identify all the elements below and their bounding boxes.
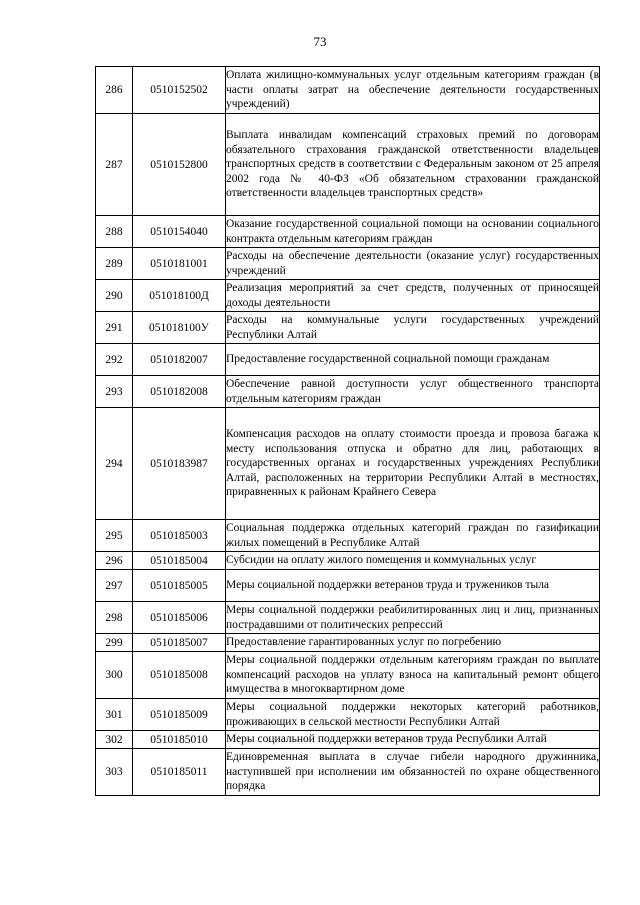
row-code: 0510154040 (133, 216, 226, 248)
row-description: Меры социальной поддержки реабилитированных лиц и лиц, признанных пострадавшими от политических репрессий (226, 602, 600, 634)
table-row (96, 749, 600, 796)
row-description: Обеспечение равной доступности услуг общественного транспорта отдельным категориям граждан (226, 376, 600, 408)
table-row (96, 312, 600, 344)
row-code: 0510185007 (133, 634, 226, 652)
row-description: Меры социальной поддержки ветеранов труда Республики Алтай (226, 731, 600, 749)
row-number: 295 (96, 520, 133, 552)
budget-code-table (95, 66, 600, 796)
table-row (96, 602, 600, 634)
row-code: 0510185009 (133, 699, 226, 731)
row-code: 051018100У (133, 312, 226, 344)
row-code: 0510183987 (133, 408, 226, 520)
row-number: 288 (96, 216, 133, 248)
row-number: 303 (96, 749, 133, 796)
table-row (96, 248, 600, 280)
row-description: Меры социальной поддержки отдельным категориям граждан по выплате компенсаций расходов на уплату взноса на капитальный ремонт общего имущества в многоквартирном доме (226, 652, 600, 699)
table-body (96, 67, 600, 796)
row-description: Оказание государственной социальной помощи на основании социального контракта отдельным категориям граждан (226, 216, 600, 248)
table-row (96, 520, 600, 552)
row-number: 298 (96, 602, 133, 634)
row-description: Предоставление гарантированных услуг по погребению (226, 634, 600, 652)
table-row (96, 634, 600, 652)
row-code: 0510181001 (133, 248, 226, 280)
table-row (96, 344, 600, 376)
row-description: Расходы на коммунальные услуги государственных учреждений Республики Алтай (226, 312, 600, 344)
row-code: 0510185011 (133, 749, 226, 796)
page-number: 73 (313, 34, 327, 49)
row-description: Компенсация расходов на оплату стоимости проезда и провоза багажа к месту использования отпуска и обратно для лиц, работающих в государственных органах и государственных учреждениях Республики Алтай, расположенных на территории Республики Алтай в местностях, приравненных к районам Крайнего Севера (226, 408, 600, 520)
row-number: 296 (96, 552, 133, 570)
row-code: 0510182008 (133, 376, 226, 408)
table-row (96, 67, 600, 114)
row-number: 291 (96, 312, 133, 344)
table-row (96, 731, 600, 749)
row-number: 293 (96, 376, 133, 408)
row-code: 0510152800 (133, 114, 226, 216)
table-row (96, 216, 600, 248)
table-row (96, 114, 600, 216)
row-code: 0510182007 (133, 344, 226, 376)
row-code: 0510185008 (133, 652, 226, 699)
row-code: 0510185005 (133, 570, 226, 602)
row-number: 286 (96, 67, 133, 114)
table-row (96, 570, 600, 602)
table-row (96, 408, 600, 520)
row-description: Меры социальной поддержки ветеранов труда и тружеников тыла (226, 570, 600, 602)
row-number: 287 (96, 114, 133, 216)
row-description: Субсидии на оплату жилого помещения и коммунальных услуг (226, 552, 600, 570)
row-description: Единовременная выплата в случае гибели народного дружинника, наступившей при исполнении им обязанностей по охране общественного порядка (226, 749, 600, 796)
row-code: 0510185003 (133, 520, 226, 552)
table-row (96, 376, 600, 408)
row-number: 299 (96, 634, 133, 652)
row-code: 0510185010 (133, 731, 226, 749)
row-number: 289 (96, 248, 133, 280)
row-description: Меры социальной поддержки некоторых категорий работников, проживающих в сельской местности Республики Алтай (226, 699, 600, 731)
row-code: 0510185004 (133, 552, 226, 570)
table-row (96, 699, 600, 731)
row-number: 297 (96, 570, 133, 602)
row-code: 0510185006 (133, 602, 226, 634)
table-row (96, 552, 600, 570)
row-description: Предоставление государственной социальной помощи гражданам (226, 344, 600, 376)
row-description: Социальная поддержка отдельных категорий граждан по газификации жилых помещений в Республике Алтай (226, 520, 600, 552)
row-number: 300 (96, 652, 133, 699)
row-description: Реализация мероприятий за счет средств, полученных от приносящей доходы деятельности (226, 280, 600, 312)
row-code: 0510152502 (133, 67, 226, 114)
row-number: 294 (96, 408, 133, 520)
row-number: 290 (96, 280, 133, 312)
row-description: Расходы на обеспечение деятельности (оказание услуг) государственных учреждений (226, 248, 600, 280)
row-description: Выплата инвалидам компенсаций страховых премий по договорам обязательного страхования гражданской ответственности владельцев транспортных средств в соответствии с Федеральным законом от 25 апреля 2002 года № 40-ФЗ «Об обязательном страховании гражданской ответственности владельцев транспортных средств» (226, 114, 600, 216)
row-number: 302 (96, 731, 133, 749)
row-code: 051018100Д (133, 280, 226, 312)
row-number: 301 (96, 699, 133, 731)
table-row (96, 280, 600, 312)
row-number: 292 (96, 344, 133, 376)
table-row (96, 652, 600, 699)
row-description: Оплата жилищно-коммунальных услуг отдельным категориям граждан (в части оплаты затрат на обеспечение деятельности государственных учреждений) (226, 67, 600, 114)
